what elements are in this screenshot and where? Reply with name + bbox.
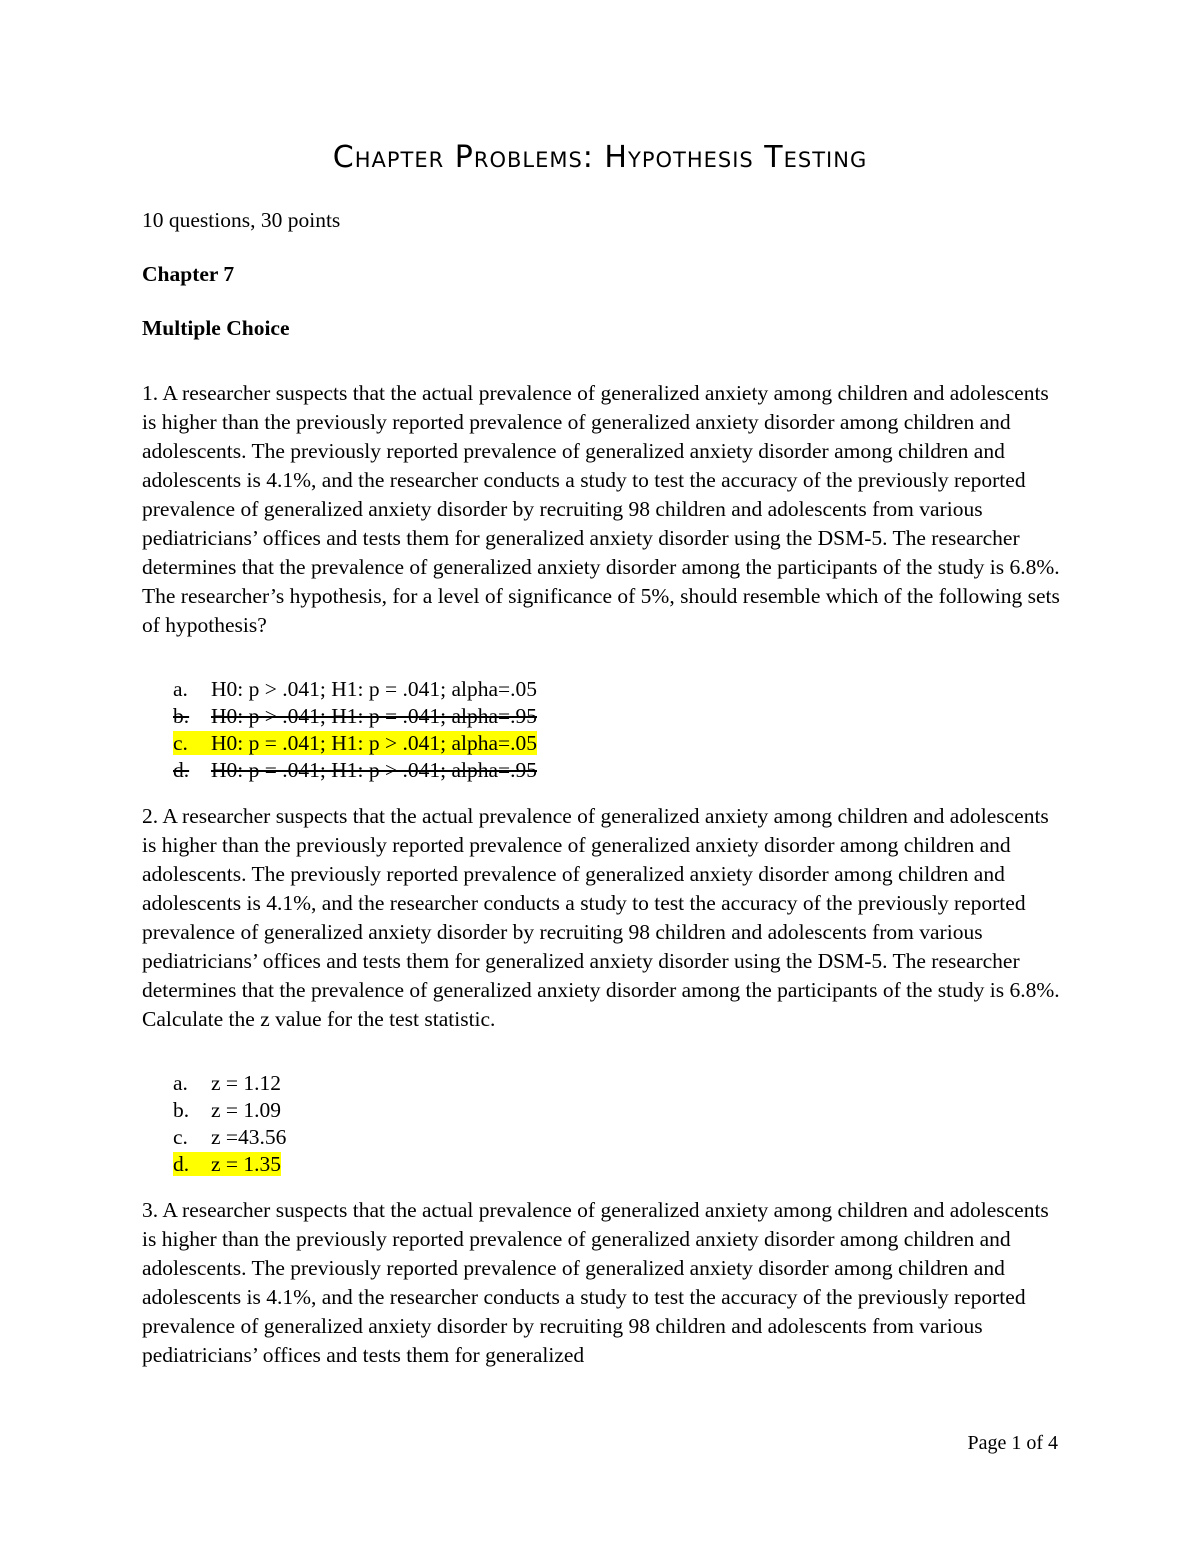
option-letter: c. xyxy=(173,1125,188,1149)
question-3-text: 3. A researcher suspects that the actual prevalence of generalized anxiety among children and adolescents is higher than the previously reported prevalence of generalized anxiety disorder among children and adolescents. The previously reported prevalence of generalized anxiety disorder among children and adolescents is 4.1%, and the researcher conducts a study to test the accuracy of the previously reported prevalence of generalized anxiety disorder by recruiting 98 children and adolescents from various pediatricians’ offices and tests them for generalized xyxy=(142,1198,1049,1367)
option-text: H0: p > .041; H1: p = .041; alpha=.95 xyxy=(211,704,538,728)
question-2-option-b xyxy=(173,1097,1062,1124)
option-text: H0: p > .041; H1: p = .041; alpha=.05 xyxy=(211,677,538,701)
chapter-heading: Chapter 7 xyxy=(142,262,235,286)
question-count-summary: 10 questions, 30 points xyxy=(142,208,341,232)
question-1-option-c xyxy=(173,730,1062,757)
question-2-text: 2. A researcher suspects that the actual prevalence of generalized anxiety among children and adolescents is higher than the previously reported prevalence of generalized anxiety disorder among children and adolescents. The previously reported prevalence of generalized anxiety disorder among children and adolescents is 4.1%, and the researcher conducts a study to test the accuracy of the previously reported prevalence of generalized anxiety disorder by recruiting 98 children and adolescents from various pediatricians’ offices and tests them for generalized anxiety disorder using the DSM-5. The researcher determines that the prevalence of generalized anxiety disorder among the participants of the study is 6.8%. Calculate the z value for the test statistic. xyxy=(142,804,1060,1031)
question-2-options xyxy=(142,1070,1062,1178)
option-letter: b. xyxy=(173,704,190,728)
option-letter: d. xyxy=(173,1152,190,1176)
question-1-options xyxy=(142,676,1062,784)
question-1-option-a xyxy=(173,676,1062,703)
question-1-option-d xyxy=(173,757,1062,784)
option-text: H0: p = .041; H1: p > .041; alpha=.95 xyxy=(211,758,538,782)
option-letter: c. xyxy=(173,731,188,755)
option-letter: a. xyxy=(173,1071,188,1095)
question-2-option-d xyxy=(173,1151,1062,1178)
option-text: H0: p = .041; H1: p > .041; alpha=.05 xyxy=(211,731,538,755)
question-2-option-a xyxy=(173,1070,1062,1097)
page-title: Chapter Problems: Hypothesis Testing xyxy=(332,140,868,175)
question-2-option-c xyxy=(173,1124,1062,1151)
section-heading: Multiple Choice xyxy=(142,316,290,340)
option-text: z = 1.35 xyxy=(211,1152,282,1176)
option-letter: a. xyxy=(173,677,188,701)
option-letter: b. xyxy=(173,1098,190,1122)
question-1-option-b xyxy=(173,703,1062,730)
option-text: z =43.56 xyxy=(211,1125,287,1149)
document-body xyxy=(142,206,1062,1370)
question-1-text: 1. A researcher suspects that the actual prevalence of generalized anxiety among children and adolescents is higher than the previously reported prevalence of generalized anxiety disorder among children and adolescents. The previously reported prevalence of generalized anxiety disorder among children and adolescents is 4.1%, and the researcher conducts a study to test the accuracy of the previously reported prevalence of generalized anxiety disorder by recruiting 98 children and adolescents from various pediatricians’ offices and tests them for generalized anxiety disorder using the DSM-5. The researcher determines that the prevalence of generalized anxiety disorder among the participants of the study is 6.8%. The researcher’s hypothesis, for a level of significance of 5%, should resemble which of the following sets of hypothesis? xyxy=(142,381,1060,637)
option-text: z = 1.09 xyxy=(211,1098,282,1122)
page-number: Page 1 of 4 xyxy=(967,1432,1058,1454)
option-letter: d. xyxy=(173,758,190,782)
option-text: z = 1.12 xyxy=(211,1071,282,1095)
